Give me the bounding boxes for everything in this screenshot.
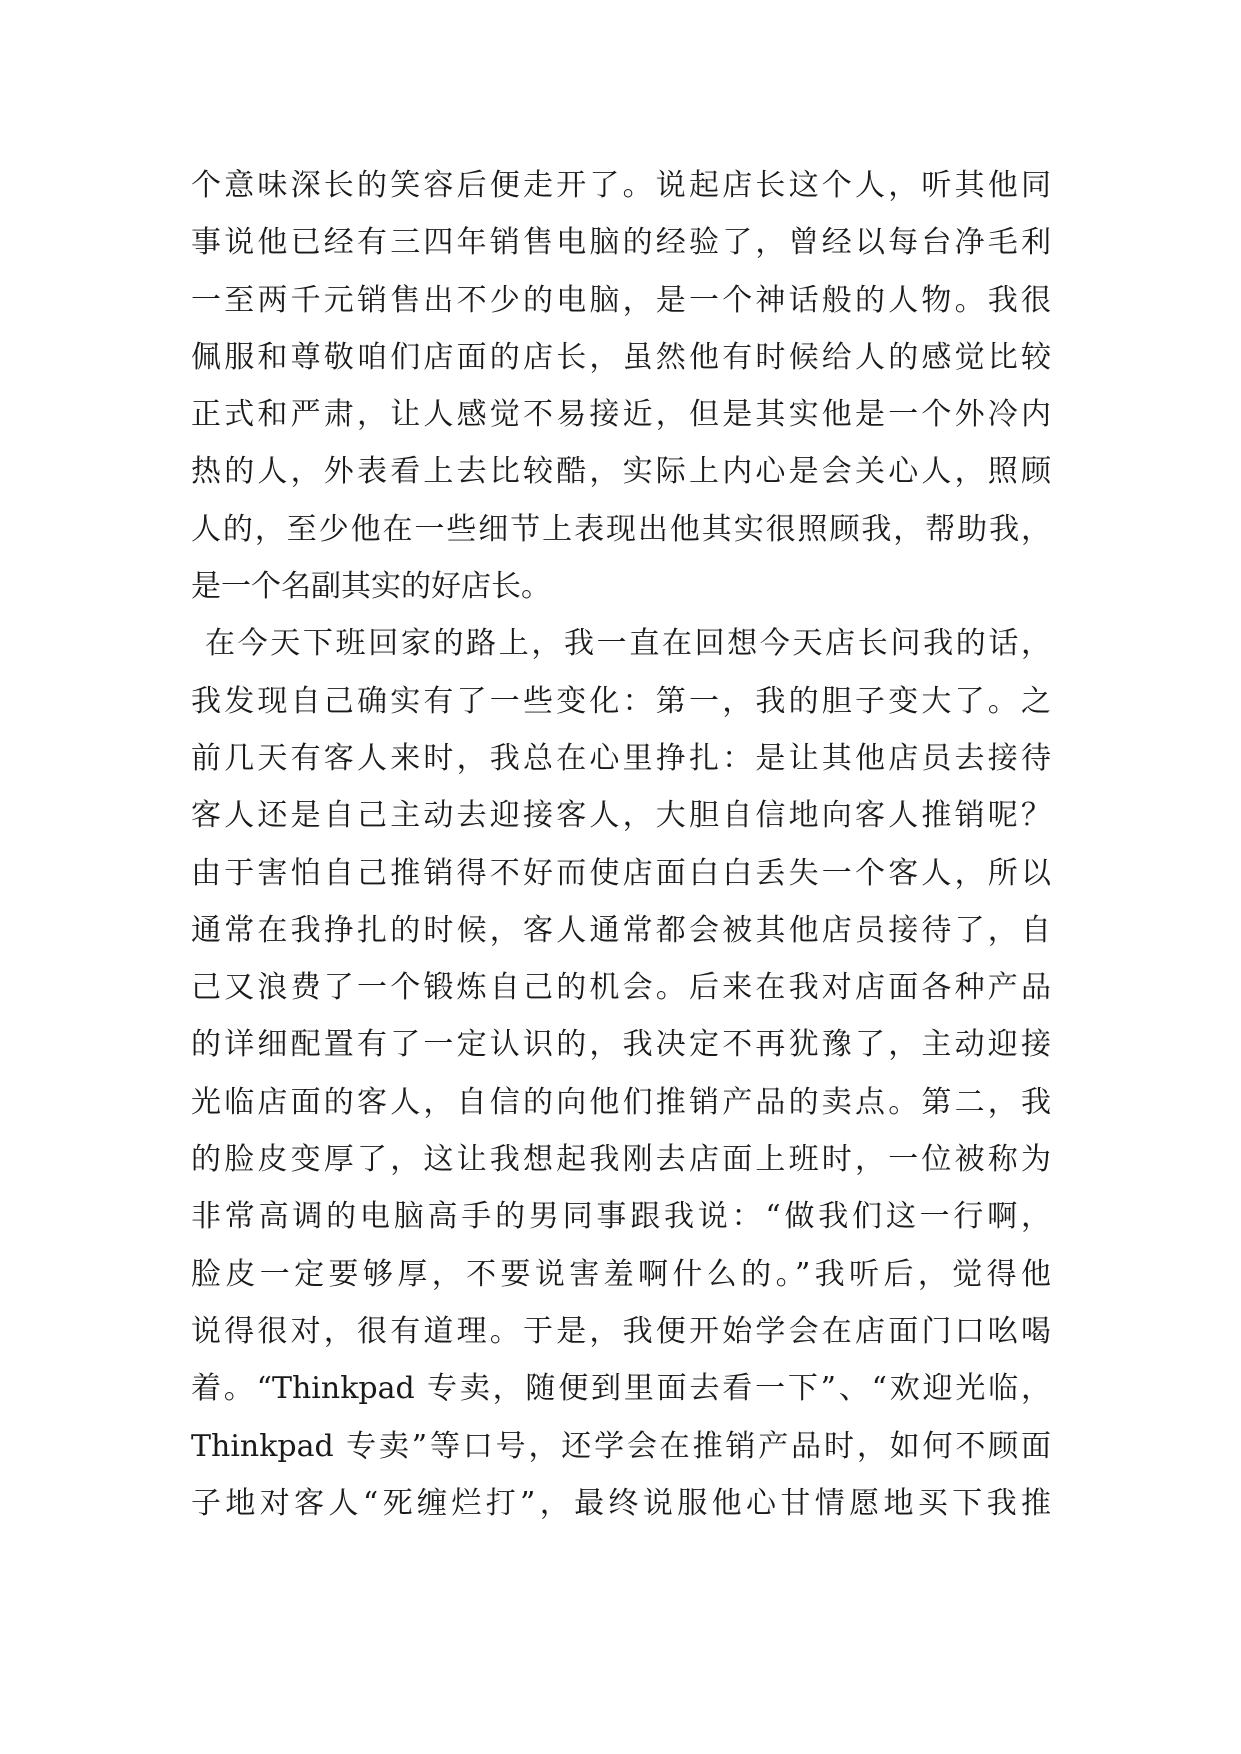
text-line: 佩服和尊敬咱们店面的店长，虽然他有时候给人的感觉比较	[191, 339, 1051, 375]
text-line: 脸皮一定要够厚，不要说害羞啊什么的。”我听后，觉得他	[191, 1256, 1051, 1292]
text-line: 己又浪费了一个锻炼自己的机会。后来在我对店面各种产品	[191, 970, 1051, 1006]
text-line: 通常在我挣扎的时候，客人通常都会被其他店员接待了，自	[191, 912, 1051, 948]
text-line: 由于害怕自己推销得不好而使店面白白丢失一个客人，所以	[191, 855, 1051, 891]
text-line: 正式和严肃，让人感觉不易接近，但是其实他是一个外冷内	[191, 397, 1051, 433]
text-line: 热的人，外表看上去比较酷，实际上内心是会关心人，照顾	[191, 454, 1051, 490]
text-line: 着。“Thinkpad 专卖，随便到里面去看一下”、“欢迎光临，	[191, 1371, 1051, 1407]
text-line: 人的，至少他在一些细节上表现出他其实很照顾我，帮助我，	[191, 511, 1051, 547]
text-line: 一至两千元销售出不少的电脑，是一个神话般的人物。我很	[191, 282, 1051, 318]
text-line: 子地对客人“死缠烂打”，最终说服他心甘情愿地买下我推	[191, 1485, 1051, 1521]
text-line: 个意味深长的笑容后便走开了。说起店长这个人，听其他同	[191, 168, 1051, 203]
text-line: 光临店面的客人，自信的向他们推销产品的卖点。第二，我	[191, 1084, 1051, 1120]
body-text	[191, 157, 1051, 1532]
text-line: 的详细配置有了一定认识的，我决定不再犹豫了，主动迎接	[191, 1027, 1051, 1063]
text-line: 我发现自己确实有了一些变化：第一，我的胆子变大了。之	[191, 683, 1051, 719]
text-line: 的脸皮变厚了，这让我想起我刚去店面上班时，一位被称为	[191, 1142, 1051, 1178]
text-line: 是一个名副其实的好店长。	[191, 569, 551, 605]
text-line: Thinkpad 专卖”等口号，还学会在推销产品时，如何不顾面	[191, 1428, 1051, 1464]
text-line: 前几天有客人来时，我总在心里挣扎：是让其他店员去接待	[191, 740, 1051, 776]
text-line: 事说他已经有三四年销售电脑的经验了，曾经以每台净毛利	[191, 225, 1051, 261]
text-line: 客人还是自己主动去迎接客人，大胆自信地向客人推销呢？	[191, 798, 1051, 834]
paragraph-first-line: 在今天下班回家的路上，我一直在回想今天店长问我的话，	[205, 626, 1051, 662]
text-line: 说得很对，很有道理。于是，我便开始学会在店面门口吆喝	[191, 1313, 1051, 1349]
text-line: 非常高调的电脑高手的男同事跟我说：“做我们这一行啊，	[191, 1199, 1051, 1235]
